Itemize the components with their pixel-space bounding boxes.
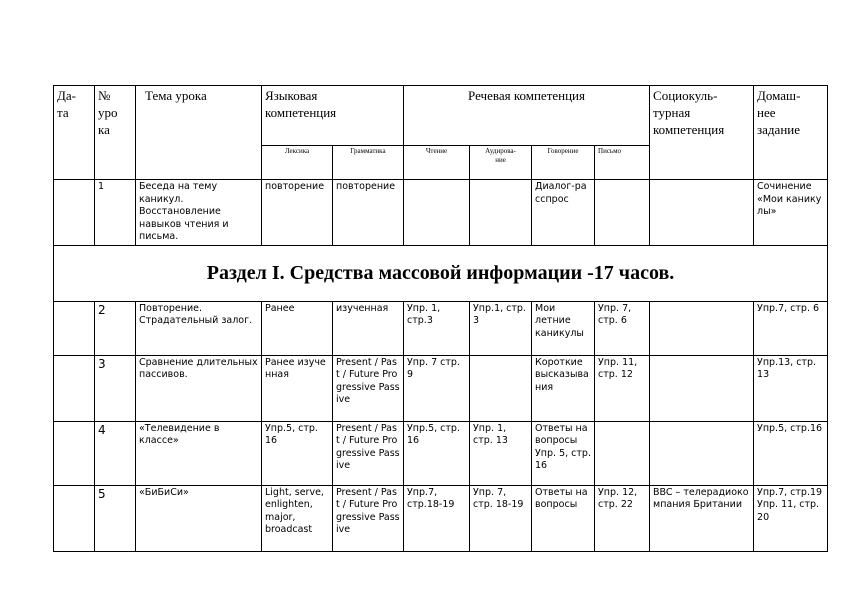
cell-date [54, 180, 95, 246]
cell-sociocultural: BBC – телерадиокомпания Британии [650, 485, 754, 551]
section-title: Раздел I. Средства массовой информации -17 часов. [54, 245, 828, 301]
cell-grammar: Present / Past / Future Progressive Passive [333, 421, 404, 485]
cell-writing: Упр. 11, стр. 12 [595, 355, 650, 421]
cell-listening [470, 355, 532, 421]
subheader-grammar: Грамматика [333, 146, 404, 180]
cell-sociocultural [650, 301, 754, 355]
cell-date [54, 421, 95, 485]
header-lesson-number: № уро ка [95, 86, 136, 180]
cell-homework: Упр.13, стр. 13 [754, 355, 828, 421]
cell-lexis: повторение [262, 180, 333, 246]
cell-grammar: повторение [333, 180, 404, 246]
cell-homework: Упр.7, стр. 6 [754, 301, 828, 355]
cell-speaking: Ответы на вопросы [532, 485, 595, 551]
cell-speaking: Мои летние каникулы [532, 301, 595, 355]
header-language-competence: Языковая компетенция [262, 86, 404, 146]
cell-reading: Упр.5, стр. 16 [404, 421, 470, 485]
cell-lesson-number: 5 [95, 485, 136, 551]
cell-date [54, 355, 95, 421]
table-row [54, 421, 828, 485]
cell-topic: Повторение. Страдательный залог. [136, 301, 262, 355]
cell-reading: Упр.7, стр.18-19 [404, 485, 470, 551]
table-row [54, 485, 828, 551]
cell-grammar: Present / Past / Future Progressive Passive [333, 355, 404, 421]
cell-topic: «БиБиСи» [136, 485, 262, 551]
table-row [54, 355, 828, 421]
cell-grammar: Present / Past / Future Progressive Passive [333, 485, 404, 551]
cell-topic: «Телевидение в классе» [136, 421, 262, 485]
cell-homework: Сочинение «Мои каникулы» [754, 180, 828, 246]
cell-writing: Упр. 12, стр. 22 [595, 485, 650, 551]
subheader-listening: Аудирова- ние [470, 146, 532, 180]
cell-lesson-number: 2 [95, 301, 136, 355]
subheader-lexis: Лексика [262, 146, 333, 180]
header-topic: Тема урока [136, 86, 262, 180]
cell-lexis: Упр.5, стр. 16 [262, 421, 333, 485]
header-row [54, 86, 828, 146]
lesson-plan-table [53, 85, 828, 552]
subheader-speaking: Говорение [532, 146, 595, 180]
header-homework: Домаш- нее задание [754, 86, 828, 180]
cell-writing [595, 421, 650, 485]
cell-sociocultural [650, 180, 754, 246]
header-date: Да- та [54, 86, 95, 180]
subheader-writing: Письмо [595, 146, 650, 180]
cell-writing [595, 180, 650, 246]
section-row [54, 245, 828, 301]
cell-speaking: Короткие высказывания [532, 355, 595, 421]
header-speech-competence: Речевая компетенция [404, 86, 650, 146]
cell-grammar: изученная [333, 301, 404, 355]
cell-sociocultural [650, 355, 754, 421]
cell-date [54, 485, 95, 551]
cell-lesson-number: 3 [95, 355, 136, 421]
cell-lexis: Ранее [262, 301, 333, 355]
cell-listening: Упр. 1, стр. 13 [470, 421, 532, 485]
cell-homework: Упр.5, стр.16 [754, 421, 828, 485]
cell-reading: Упр. 1, стр.3 [404, 301, 470, 355]
cell-lexis: Light, serve, enlighten, major, broadcast [262, 485, 333, 551]
header-sociocultural: Социокуль- турная компетенция [650, 86, 754, 180]
cell-reading: Упр. 7 стр. 9 [404, 355, 470, 421]
cell-date [54, 301, 95, 355]
cell-listening [470, 180, 532, 246]
cell-speaking: Ответы на вопросы Упр. 5, стр. 16 [532, 421, 595, 485]
subheader-reading: Чтение [404, 146, 470, 180]
table-row [54, 301, 828, 355]
cell-speaking: Диалог-расспрос [532, 180, 595, 246]
cell-lexis: Ранее изученная [262, 355, 333, 421]
cell-listening: Упр. 7, стр. 18-19 [470, 485, 532, 551]
cell-reading [404, 180, 470, 246]
cell-homework: Упр.7, стр.19 Упр. 11, стр. 20 [754, 485, 828, 551]
cell-listening: Упр.1, стр. 3 [470, 301, 532, 355]
cell-topic: Сравнение длительных пассивов. [136, 355, 262, 421]
cell-topic: Беседа на тему каникул. Восстановление навыков чтения и письма. [136, 180, 262, 246]
cell-sociocultural [650, 421, 754, 485]
cell-lesson-number: 1 [95, 180, 136, 246]
cell-lesson-number: 4 [95, 421, 136, 485]
table-row [54, 180, 828, 246]
cell-writing: Упр. 7, стр. 6 [595, 301, 650, 355]
